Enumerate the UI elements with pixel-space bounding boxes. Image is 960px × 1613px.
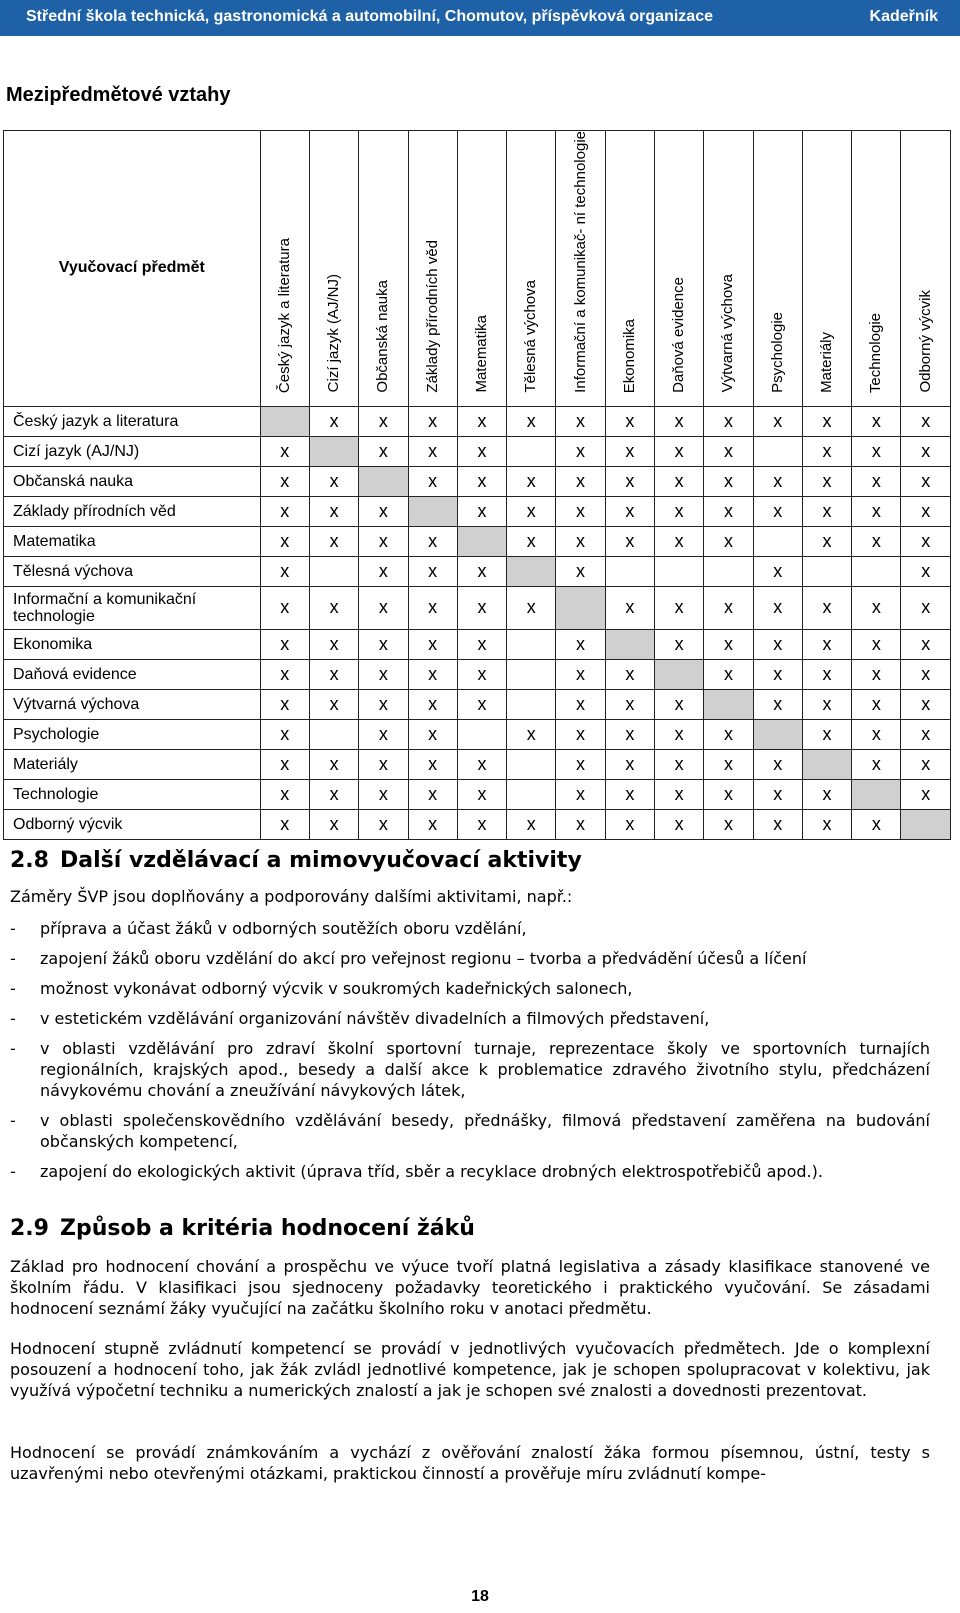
relation-cell: x [260,659,309,689]
column-header-label: Materiály [818,331,836,393]
relation-cell: x [556,779,605,809]
bullet-dash: - [10,1009,16,1028]
activities-list [10,918,930,1191]
relation-cell: x [408,556,457,586]
relation-cell: x [556,526,605,556]
relation-cell: x [457,749,506,779]
relation-cell: x [260,556,309,586]
relation-cell: x [901,779,951,809]
row-label: Základy přírodních věd [4,496,261,526]
self-cell [802,749,851,779]
relation-cell: x [359,526,408,556]
relation-cell: x [507,719,556,749]
column-header-label: Český jazyk a literatura [275,237,293,393]
row-label: Technologie [4,779,261,809]
relation-cell: x [260,629,309,659]
relation-cell: x [605,406,654,436]
table-row [4,659,951,689]
row-label: Daňová evidence [4,659,261,689]
relation-cell: x [359,496,408,526]
relation-cell: x [507,496,556,526]
relation-cell: x [655,496,704,526]
list-item [10,1161,930,1182]
relation-cell: x [655,526,704,556]
paragraph: Hodnocení stupně zvládnutí kompetencí se provádí v jednotlivých vyučovacích předmětech. Jde o komplexní posouzení a hodnocení toho, jak žák zvládl jednotlivé kompetence, jak je schopen spolupracovat v kolektivu, jak využívá výpočetní techniku a numerických znalostí a jak je schopen své znalosti a dovednosti prezentovat. [10,1339,930,1400]
matrix-header-row [4,131,951,407]
self-cell [408,496,457,526]
section-intro: Záměry ŠVP jsou doplňovány a podporovány dalšími aktivitami, např.: [10,887,573,906]
relation-cell: x [852,719,901,749]
relation-cell: x [309,496,358,526]
table-row [4,779,951,809]
relation-cell: x [309,586,358,629]
relation-cell: x [655,629,704,659]
list-item-text: možnost vykonávat odborný výcvik v soukromých kadeřnických salonech, [40,979,633,998]
relation-cell: x [704,749,753,779]
relation-cell [309,719,358,749]
relation-cell: x [901,466,951,496]
relation-cell [704,556,753,586]
relation-cell: x [507,466,556,496]
relation-cell: x [408,629,457,659]
self-cell [507,556,556,586]
relation-cell: x [408,779,457,809]
section-heading-2-9 [10,1216,475,1241]
relation-cell: x [704,466,753,496]
table-row [4,526,951,556]
relation-cell: x [753,556,802,586]
relation-cell [852,556,901,586]
relation-cell: x [457,779,506,809]
relation-cell: x [556,809,605,839]
relation-cell: x [852,406,901,436]
relation-cell [507,436,556,466]
relation-cell: x [802,689,851,719]
column-header-label: Odborný výcvik [916,290,934,393]
column-header [704,131,753,407]
relation-cell: x [309,466,358,496]
relation-cell: x [753,809,802,839]
column-header [408,131,457,407]
column-header [753,131,802,407]
page-header [0,0,960,36]
relation-cell: x [507,586,556,629]
relation-cell: x [457,466,506,496]
list-item-text: příprava a účast žáků v odborných soutěžích oboru vzdělání, [40,919,527,938]
column-header-label: Občanská nauka [374,280,392,393]
relation-cell: x [753,406,802,436]
relation-cell: x [260,809,309,839]
bullet-dash: - [10,919,16,938]
relation-cell: x [753,779,802,809]
relation-cell: x [408,809,457,839]
relation-cell [309,556,358,586]
relation-cell: x [408,526,457,556]
relation-cell: x [457,659,506,689]
relation-cell: x [556,659,605,689]
row-label: Cizí jazyk (AJ/NJ) [4,436,261,466]
column-header-label: Ekonomika [620,318,638,393]
relation-cell: x [852,436,901,466]
row-label: Český jazyk a literatura [4,406,261,436]
relation-cell: x [556,629,605,659]
section-title: Mezipředmětové vztahy [6,84,231,106]
relation-cell: x [753,749,802,779]
relation-cell: x [359,436,408,466]
relation-cell: x [605,466,654,496]
relation-cell: x [704,629,753,659]
relation-cell [802,556,851,586]
relation-cell [507,689,556,719]
table-row [4,496,951,526]
list-item [10,948,930,969]
relation-cell: x [408,719,457,749]
relation-cell: x [901,629,951,659]
column-header [309,131,358,407]
relation-cell: x [556,556,605,586]
bullet-dash: - [10,1162,16,1181]
column-header-label: Technologie [867,312,885,393]
relation-cell: x [605,586,654,629]
relation-cell: x [605,436,654,466]
relation-cell: x [901,556,951,586]
column-header-label: Základy přírodních věd [423,240,441,393]
table-row [4,809,951,839]
self-cell [457,526,506,556]
relation-cell: x [852,629,901,659]
section-heading-text: Způsob a kritéria hodnocení žáků [60,1216,475,1241]
self-cell [309,436,358,466]
relation-cell [655,556,704,586]
relation-cell: x [852,526,901,556]
relation-cell: x [802,466,851,496]
row-label: Materiály [4,749,261,779]
relation-cell: x [753,466,802,496]
relation-cell: x [605,496,654,526]
relation-cell: x [359,629,408,659]
relation-cell: x [457,629,506,659]
list-item-text: zapojení do ekologických aktivit (úprava tříd, sběr a recyklace drobných elektrospotřebičů apod.). [40,1162,823,1181]
list-item [10,1110,930,1152]
relation-cell: x [802,719,851,749]
relation-cell: x [408,689,457,719]
relation-cell: x [457,586,506,629]
relation-cell: x [359,586,408,629]
matrix-corner-label: Vyučovací předmět [4,131,261,407]
relation-cell: x [605,689,654,719]
relation-cell [507,749,556,779]
relation-cell: x [852,689,901,719]
relation-cell: x [309,629,358,659]
relation-cell [605,556,654,586]
relation-cell: x [408,586,457,629]
relation-cell: x [655,809,704,839]
column-header-label: Tělesná výchova [522,280,540,393]
column-header [556,131,605,407]
relation-cell: x [802,586,851,629]
bullet-dash: - [10,949,16,968]
relation-cell [507,659,556,689]
relation-cell: x [852,466,901,496]
relation-cell: x [655,466,704,496]
table-row [4,406,951,436]
relation-cell: x [655,689,704,719]
relation-cell: x [556,466,605,496]
relation-cell: x [901,496,951,526]
relation-cell: x [260,526,309,556]
relation-cell [753,436,802,466]
relation-cell [457,719,506,749]
relation-cell: x [901,406,951,436]
paragraph: Základ pro hodnocení chování a prospěchu ve výuce tvoří platná legislativa a zásady klasifikace stanovené ve školním řádu. V klasifikaci jsou sjednoceny požadavky teoretického i praktického vyučování. Se zásadami hodnocení seznámí žáky vyučující na začátku školního roku v anotaci předmětu. [10,1257,930,1318]
relation-cell: x [802,526,851,556]
program-name: Kadeřník [869,8,938,25]
table-row [4,556,951,586]
relation-cell: x [309,779,358,809]
relation-cell: x [309,659,358,689]
relation-cell: x [359,659,408,689]
relation-cell: x [655,406,704,436]
column-header-label: Cizí jazyk (AJ/NJ) [325,274,343,393]
relation-cell: x [852,496,901,526]
list-item [10,978,930,999]
relation-cell: x [457,406,506,436]
relation-cell: x [901,689,951,719]
relation-cell: x [457,809,506,839]
school-name: Střední škola technická, gastronomická a automobilní, Chomutov, příspěvková organizace [26,8,713,25]
row-label: Informační a komunikační technologie [4,586,261,629]
relation-cell: x [802,659,851,689]
relation-cell: x [408,406,457,436]
relation-cell: x [457,689,506,719]
column-header [901,131,951,407]
table-row [4,749,951,779]
row-label: Občanská nauka [4,466,261,496]
relation-cell: x [704,779,753,809]
relation-cell: x [309,526,358,556]
row-label: Odborný výcvik [4,809,261,839]
relation-cell: x [359,689,408,719]
relation-cell [507,779,556,809]
relation-cell: x [556,406,605,436]
relation-cell: x [605,526,654,556]
list-item-text: v estetickém vzdělávání organizování návštěv divadelních a filmových představení, [40,1009,710,1028]
relation-cell: x [704,809,753,839]
column-header-label: Výtvarná výchova [719,274,737,393]
relation-cell: x [408,659,457,689]
relation-cell: x [704,659,753,689]
relation-cell: x [309,809,358,839]
column-header-label: Informační a komunikač- ní technologie [571,131,589,393]
column-header [260,131,309,407]
relation-cell: x [802,779,851,809]
relation-cell: x [556,436,605,466]
self-cell [359,466,408,496]
relation-cell: x [605,779,654,809]
relation-cell: x [605,809,654,839]
relation-cell: x [704,719,753,749]
relation-cell: x [605,659,654,689]
relation-cell: x [605,749,654,779]
section-heading-2-8 [10,848,582,873]
relation-cell: x [309,406,358,436]
column-header [605,131,654,407]
relation-cell: x [260,436,309,466]
row-label: Matematika [4,526,261,556]
self-cell [852,779,901,809]
relation-cell: x [655,436,704,466]
list-item-text: zapojení žáků oboru vzdělání do akcí pro veřejnost regionu – tvorba a předvádění účesů a líčení [40,949,807,968]
column-header [507,131,556,407]
column-header [802,131,851,407]
section-heading-text: Další vzdělávací a mimovyučovací aktivity [60,848,582,873]
column-header [359,131,408,407]
self-cell [655,659,704,689]
list-item-text: v oblasti vzdělávání pro zdraví školní sportovní turnaje, reprezentace školy ve sportovních turnajích regionálních, krajských apod., besedy a další akce k problematice zdravého životního stylu, předcházení návykovému chování a zneužívání návykových látek, [40,1039,930,1100]
relation-cell: x [802,809,851,839]
relation-cell [507,629,556,659]
relation-cell: x [704,496,753,526]
table-row [4,436,951,466]
relation-cell: x [704,526,753,556]
column-header-label: Daňová evidence [670,276,688,393]
relation-cell: x [359,749,408,779]
list-item [10,1008,930,1029]
relation-cell: x [556,496,605,526]
column-header [852,131,901,407]
relation-cell: x [556,749,605,779]
relation-cell: x [901,526,951,556]
relation-cell: x [457,436,506,466]
relation-cell: x [556,719,605,749]
relation-cell: x [408,436,457,466]
self-cell [605,629,654,659]
relation-cell: x [655,779,704,809]
relation-cell: x [260,749,309,779]
relation-cell: x [704,406,753,436]
column-header-label: Psychologie [768,311,786,393]
relation-cell: x [260,496,309,526]
row-label: Psychologie [4,719,261,749]
relation-cell: x [852,586,901,629]
relation-cell: x [408,749,457,779]
relation-cell: x [260,689,309,719]
relation-cell: x [901,719,951,749]
self-cell [704,689,753,719]
relation-cell: x [359,719,408,749]
relation-cell: x [852,659,901,689]
bullet-dash: - [10,1111,16,1130]
relation-cell: x [901,659,951,689]
column-header [655,131,704,407]
relation-cell: x [753,629,802,659]
relation-cell: x [753,689,802,719]
relation-cell: x [457,556,506,586]
relation-cell: x [556,689,605,719]
relation-cell: x [359,779,408,809]
relation-cell: x [507,406,556,436]
relation-cell: x [802,436,851,466]
list-item [10,918,930,939]
relation-cell: x [260,719,309,749]
relation-cell: x [359,406,408,436]
relation-cell: x [260,466,309,496]
relation-cell: x [655,586,704,629]
relation-cell: x [753,659,802,689]
relation-cell: x [901,586,951,629]
relation-cell: x [507,809,556,839]
relation-cell: x [605,719,654,749]
relation-cell: x [802,629,851,659]
relation-cell: x [704,436,753,466]
section-number: 2.8 [10,848,49,873]
relation-cell: x [852,809,901,839]
relation-cell: x [457,496,506,526]
list-item-text: v oblasti společenskovědního vzdělávání besedy, přednášky, filmová představení zaměřena na budování občanských kompetencí, [40,1111,930,1151]
self-cell [260,406,309,436]
relation-cell: x [359,556,408,586]
relation-cell: x [507,526,556,556]
relation-cell: x [655,719,704,749]
bullet-dash: - [10,979,16,998]
relation-cell: x [408,466,457,496]
relation-cell: x [655,749,704,779]
relation-cell: x [753,496,802,526]
page-number: 18 [471,1588,489,1605]
row-label: Tělesná výchova [4,556,261,586]
list-item [10,1038,930,1101]
relation-cell: x [852,749,901,779]
row-label: Výtvarná výchova [4,689,261,719]
relation-cell: x [901,436,951,466]
column-header [457,131,506,407]
relation-cell: x [704,586,753,629]
self-cell [753,719,802,749]
self-cell [901,809,951,839]
column-header-label: Matematika [472,315,490,393]
relation-cell: x [260,779,309,809]
paragraph: Hodnocení se provádí známkováním a vychází z ověřování znalostí žáka formou písemnou, ústní, testy s uzavřenými nebo otevřenými otázkami, praktickou činností a prověřuje míru zvládnutí kompe- [10,1443,930,1483]
relation-cell: x [359,809,408,839]
relation-cell: x [260,586,309,629]
relation-cell: x [802,406,851,436]
relation-cell: x [309,689,358,719]
self-cell [556,586,605,629]
relation-cell: x [802,496,851,526]
matrix-body [4,406,951,839]
table-row [4,689,951,719]
relation-cell [753,526,802,556]
relation-cell: x [753,586,802,629]
row-label: Ekonomika [4,629,261,659]
cross-curricular-matrix [3,130,951,840]
table-row [4,719,951,749]
relation-cell: x [901,749,951,779]
section-number: 2.9 [10,1216,49,1241]
table-row [4,629,951,659]
table-row [4,586,951,629]
relation-cell: x [309,749,358,779]
table-row [4,466,951,496]
bullet-dash: - [10,1039,16,1058]
